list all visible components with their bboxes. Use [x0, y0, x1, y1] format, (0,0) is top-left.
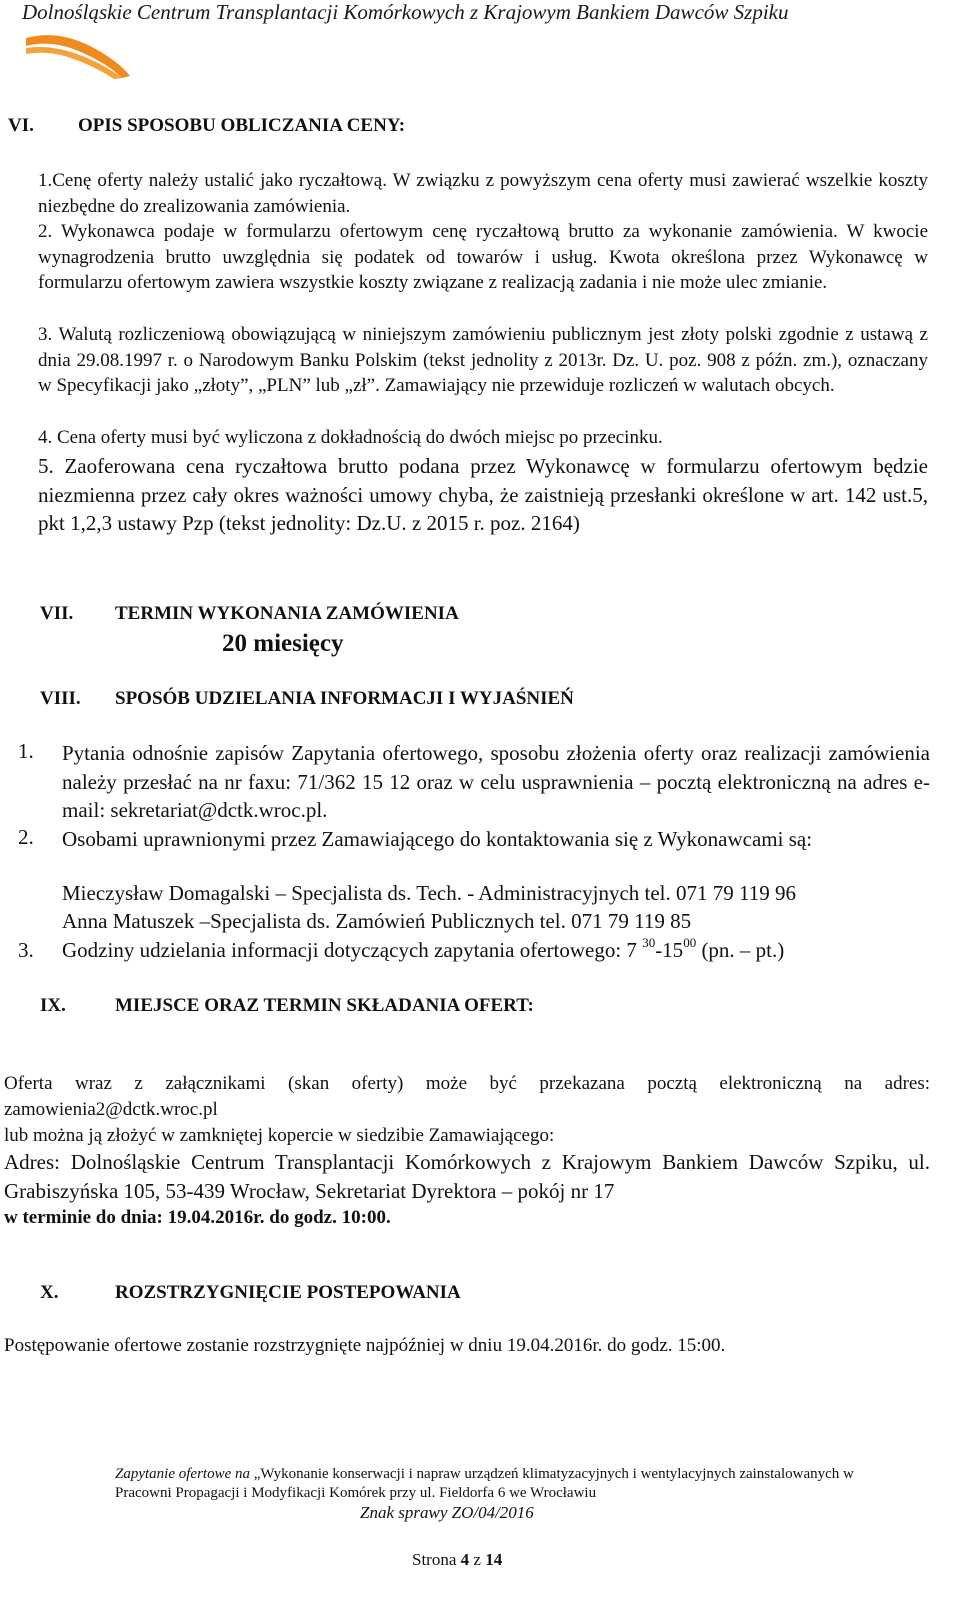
page-number: Strona 4 z 14 [412, 1550, 503, 1569]
footer-line-1: Zapytanie ofertowe na „Wykonanie konserwacji i napraw urządzeń klimatyzacyjnych i wentylacyjnych zainstalowanych w [115, 1466, 854, 1482]
section-vi-paragraph-1: 1.Cenę oferty należy ustalić jako ryczałtową. W związku z powyższym cena oferty musi zawierać wszelkie koszty niezbędne do zrealizowania zamówienia. [38, 170, 928, 217]
footer-line-2: Pracowni Propagacji i Modyfikacji Komórek przy ul. Fieldorfa 6 we Wrocławiu [115, 1485, 597, 1501]
orange-wave-logo-icon [26, 30, 136, 80]
info-item-contacts: Osobami uprawnionymi przez Zamawiającego do kontaktowania się z Wykonawcami są: [62, 827, 813, 851]
execution-term-value: 20 miesięcy [222, 630, 344, 657]
section-vii-title: TERMIN WYKONANIA ZAMÓWIENIA [115, 603, 459, 624]
list-item-number: 1. [18, 739, 34, 763]
list-item-number: 2. [18, 825, 34, 849]
section-viii-number: VIII. [40, 688, 81, 709]
list-item-number: 3. [18, 938, 34, 962]
section-x-title: ROZSTRZYGNIĘCIE POSTEPOWANIA [115, 1282, 461, 1303]
section-x-paragraph: Postępowanie ofertowe zostanie rozstrzygnięte najpóźniej w dniu 19.04.2016r. do godz. 15:00. [4, 1335, 726, 1356]
section-ix-number: IX. [40, 995, 66, 1016]
section-vi-paragraph-5: 5. Zaoferowana cena ryczałtowa brutto podana przez Wykonawcę w formularzu ofertowym będzie niezmienna przez cały okres ważności umowy chyba, że zaistnieją przesłanki określone w art. 142 ust.5, pkt 1,2,3 ustawy Pzp (tekst jednolity: Dz.U. z 2015 r. poz. 2164) [38, 454, 928, 535]
section-x-number: X. [40, 1282, 59, 1303]
contact-person-1: Mieczysław Domagalski – Specjalista ds. Tech. - Administracyjnych tel. 071 79 119 96 [62, 881, 796, 905]
submission-deadline: w terminie do dnia: 19.04.2016r. do godz. 10:00. [4, 1207, 391, 1228]
section-ix-title: MIEJSCE ORAZ TERMIN SKŁADANIA OFERT: [115, 995, 534, 1016]
section-vi-paragraph-2: 2. Wykonawca podaje w formularzu ofertowym cenę ryczałtową brutto za wykonanie zamówienia. W kwocie wynagrodzenia brutto uwzględnia się podatek od towarów i usług. Kwota określona przez Wykonawcę w formularzu ofertowym zawiera wszystkie koszty związane z realizacją zadania i nie może ulec zmianie. [38, 221, 928, 293]
section-ix-paragraph-2: lub można ją złożyć w zamkniętej kopercie w siedzibie Zamawiającego: [4, 1125, 555, 1146]
section-ix-paragraph-1: Oferta wraz z załącznikami (skan oferty) może być przekazana pocztą elektroniczną na adres: zamowienia2@dctk.wroc.pl [4, 1073, 930, 1120]
section-vi-paragraph-4: 4. Cena oferty musi być wyliczona z dokładnością do dwóch miejsc po przecinku. [38, 427, 663, 448]
case-number: Znak sprawy ZO/04/2016 [360, 1503, 534, 1522]
section-vii-number: VII. [40, 603, 74, 624]
info-item-questions: Pytania odnośnie zapisów Zapytania ofertowego, sposobu złożenia oferty oraz realizacji zamówienia należy przesłać na nr faxu: 71/362 15 12 oraz w celu usprawnienia – pocztą elektroniczną na adres e-mail: sekretariat@dctk.wroc.pl. [62, 741, 930, 822]
header-title: Dolnośląskie Centrum Transplantacji Komórkowych z Krajowym Bankiem Dawców Szpiku [22, 0, 789, 24]
section-ix-address: Adres: Dolnośląskie Centrum Transplantacji Komórkowych z Krajowym Bankiem Dawców Szpiku, ul. Grabiszyńska 105, 53-439 Wrocław, Sekretariat Dyrektora – pokój nr 17 [4, 1150, 930, 1203]
info-item-hours: Godziny udzielania informacji dotyczących zapytania ofertowego: 7 $^{30}-15^{00}$ (pn. – pt.) [62, 935, 785, 962]
section-vi-paragraph-3: 3. Walutą rozliczeniową obowiązującą w niniejszym zamówieniu publicznym jest złoty polski zgodnie z ustawą z dnia 29.08.1997 r. o Narodowym Banku Polskim (tekst jednolity z 2013r. Dz. U. poz. 908 z późn. zm.), oznaczany w Specyfikacji jako „złoty”, „PLN” lub „zł”. Zamawiający nie przewiduje rozliczeń w walutach obcych. [38, 324, 928, 396]
contact-person-2: Anna Matuszek –Specjalista ds. Zamówień Publicznych tel. 071 79 119 85 [62, 909, 692, 933]
section-vi-number: VI. [8, 115, 34, 136]
section-viii-title: SPOSÓB UDZIELANIA INFORMACJI I WYJAŚNIEŃ [115, 688, 574, 709]
section-vi-title: OPIS SPOSOBU OBLICZANIA CENY: [78, 115, 406, 136]
